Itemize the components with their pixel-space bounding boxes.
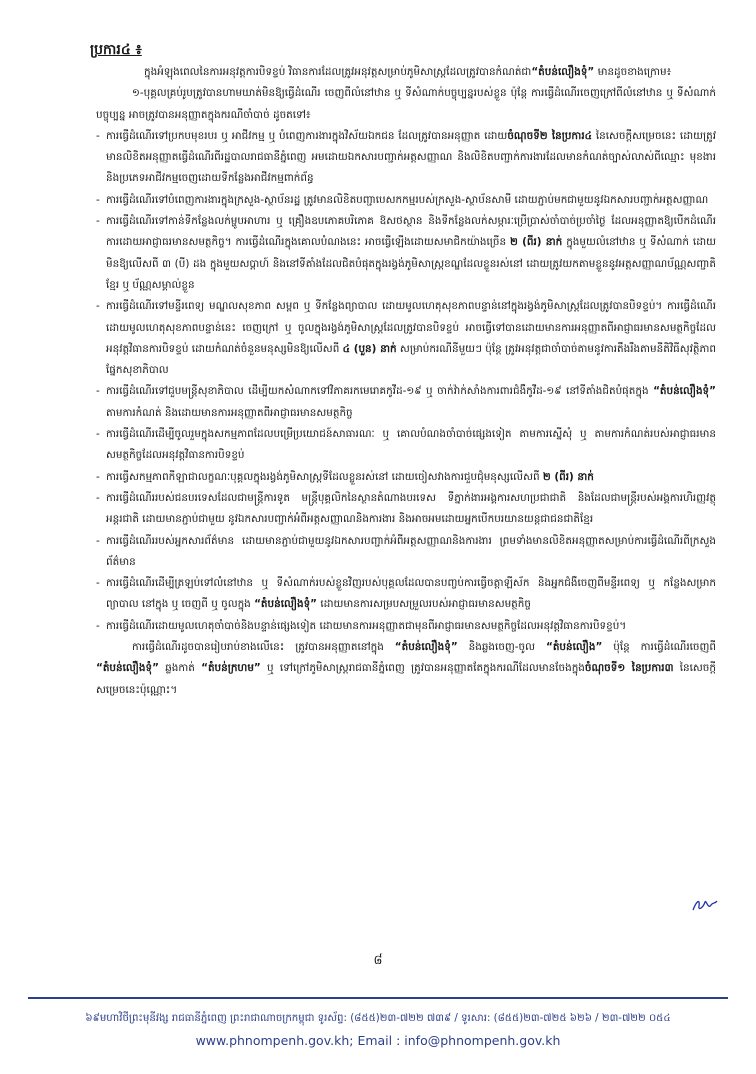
intro-zone: “តំបន់លឿងទុំ” [531,66,595,78]
intro-end: មានដូចខាងក្រោម៖ [594,66,672,78]
intro-text: ក្នុងអំឡុងពេលនៃការអនុវត្តការបិទខ្ទប់ វិធានការដែលត្រូវអនុវត្តសម្រាប់ភូមិសាស្ត្រដែលត្រូវបានកំណត់ជា [144,66,532,78]
bullet-item: - ការធ្វើដំណើរទៅបំពេញការងារក្នុងក្រសួង-ស្ថាប័នរដ្ឋ ត្រូវមានលិខិតបញ្ជាបេសកកម្មរបស់ក្រសួង-ស្ថាប័នសាមី ដោយភ្ជាប់មកជាមួយនូវឯកសារបញ្ជាក់អត្តសញ្ញាណ [96,193,709,206]
bullet-item: - ការធ្វើដំណើររបស់អ្នកសារព័ត៌មាន ដោយមានភ្ជាប់ជាមួយនូវឯកសារបញ្ជាក់អំពីអត្តសញ្ញាណនិងការងារ ព្រមទាំងមានលិខិតអនុញ្ញាតសម្រាប់ការធ្វើដំណើរពីក្រសួងព័ត៌មាន [96,534,716,568]
intro-paragraph [96,62,716,83]
footer-contact: www.phnompenh.gov.kh; Email : info@phnompenh.gov.kh [195,1033,561,1048]
footer-divider [28,997,728,999]
article-heading: ប្រការ៤ ៖ [90,42,142,58]
bullet-item: - ការធ្វើដំណើរទៅមន្ទីរពេទ្យ មណ្ឌលសុខភាព សម្ពព ឬ ទីកន្លែងព្យាបាល ដោយមូលហេតុសុខភាពបន្ទាន់នៅក្នុងរង្វង់ភូមិសាស្ត្រដែលត្រូវបានបិទខ្ទប់។ ការធ្វើដំណើរដោយមូលហេតុសុខភាពបន្ទាន់នេះ ចេញក្រៅ ឬ ចូលក្នុងរង្វង់ភូមិសាស្ត្រដែលត្រូវបានបិទខ្ទប់ អាចធ្វើទៅបានដោយមានការអនុញ្ញាតពីអាជ្ញាធរមានសមត្ថកិច្ចដែលអនុវត្តវិធានការបិទខ្ទប់ ដោយកំណត់ចំនួនមនុស្សមិនឱ្យលើសពី ៤ (បួន) នាក់ សម្រាប់ករណីនីមួយៗ ប៉ុន្តែ ត្រូវអនុវត្តជាចាំបាច់តាមនូវការតឹងរឹងតាមនីតិវិធីសុវត្ថិភាពផ្នែកសុខាភិបាល [96,300,716,377]
bullet-item: - ការធ្វើដំណើរទៅកាន់ទីកន្លែងលក់ម្ហូបអាហារ ឬ គ្រឿងឧបភោគបរិភោគ ឱសថស្ថាន និងទីកន្លែងលក់សម្ភារៈប្រើប្រាស់ចាំបាច់ប្រចាំថ្ងៃ ដែលអនុញ្ញាតឱ្យបើកដំណើរការដោយអាជ្ញាធរមានសមត្ថកិច្ច។ ការធ្វើដំណើរក្នុងគោលបំណងនេះ អាចធ្វើឡើងដោយសមាជិកយ៉ាងច្រើន ២ (ពីរ) នាក់ ក្នុងមួយលំនៅឋាន ឬ ទីសំណាក់ ដោយមិនឱ្យលើសពី ៣ (បី) ដង ក្នុងមួយសប្តាហ៍ និងនៅទីតាំងដែលជិតបំផុតក្នុងរង្វង់ភូមិសាស្ត្រខណ្ឌដែលខ្លួនរស់នៅ ដោយត្រូវយកតាមខ្លួននូវអត្តសញ្ញាណប័ណ្ណសញ្ជាតិខ្មែរ ឬ ប័ណ្ណសម្គាល់ខ្លួន [96,215,716,291]
bullet-item: - ការធ្វើដំណើរដោយមូលហេតុចាំបាច់និងបន្ទាន់ផ្សេងទៀត ដោយមានការអនុញ្ញាតជាមុនពីអាជ្ញាធរមានសមត្ថកិច្ចដែលអនុវត្តវិធានការបិទខ្ទប់។ [96,619,627,632]
bullet-item: - ការធ្វើដំណើរដើម្បីត្រឡប់ទៅលំនៅឋាន ឬ ទីសំណាក់របស់ខ្លួនវិញរបស់បុគ្គលដែលបានបញ្ចប់ការធ្វើចត្តាឡីស័ក និងអ្នកជំងឺចេញពីមន្ទីរពេទ្យ ឬ កន្លែងសម្រាកព្យាបាល នៅក្នុង ឬ ចេញពី ឬ ចូលក្នុង “តំបន់លឿងទុំ” ដោយមានការសម្របសម្រួលរបស់អាជ្ញាធរមានសមត្ថកិច្ច [96,577,716,611]
bullet-item: - ការធ្វើដំណើរទៅជួបមន្ត្រីសុខាភិបាល ដើម្បីយកសំណាកទៅវិភាគរកមេរោគកូវីដ-១៩ ឬ ចាក់វ៉ាក់សាំងការពារជំងឺកូវីដ-១៩ នៅទីតាំងជិតបំផុតក្នុង “តំបន់លឿងទុំ” តាមការកំណត់ និងដោយមានការអនុញ្ញាតពីអាជ្ញាធរមានសមត្ថកិច្ច [96,385,716,419]
page-number: ៨ [373,953,383,968]
bullet-item: - ការធ្វើដំណើរដើម្បីចូលរួមក្នុងសកម្មភាពដែលបម្រើប្រយោជន៍សាធារណៈ ឬ គោលបំណងចាំបាច់ផ្សេងទៀត តាមការស្នើសុំ ឬ តាមការកំណត់របស់អាជ្ញាធរមានសមត្ថកិច្ចដែលអនុវត្តវិធានការបិទខ្ទប់ [96,428,716,462]
initial-signature-mark [691,896,719,914]
closing-paragraph: ការធ្វើដំណើរដូចបានរៀបរាប់ខាងលើនេះ ត្រូវបានអនុញ្ញាតនៅក្នុង “តំបន់លឿងទុំ” និងឆ្លងចេញ-ចូល “តំបន់លឿង” ប៉ុន្តែ ការធ្វើដំណើរចេញពី “តំបន់លឿងទុំ” ឆ្លងកាត់ “តំបន់ក្រហម” ឬ ទៅក្រៅភូមិសាស្ត្ររាជធានីភ្នំពេញ ត្រូវបានអនុញ្ញាតតែក្នុងករណីដែលមានចែងក្នុងចំណុចទី១ នៃប្រការ៣ នៃសេចក្តីសម្រេចនេះប៉ុណ្ណោះ។ [96,641,717,696]
footer-address: ៦៩មហាវិថីព្រះមុនីវង្ស រាជធានីភ្នំពេញ ព្រះរាជាណាចក្រកម្ពុជា ទូរស័ព្ទ: (៨៥៥)២៣-៧២២ ៧៣៩ / ទូរសារ: (៨៥៥)២៣-៧២៥ ៦២៦ / ២៣-៧២២ ០៥៤ [85,1013,671,1024]
document-body [96,62,716,701]
point-1-paragraph: ១-បុគ្គលគ្រប់រូបត្រូវបានហាមឃាត់មិនឱ្យធ្វើដំណើរ ចេញពីលំនៅឋាន ឬ ទីសំណាក់បច្ចុប្បន្នរបស់ខ្លួន ប៉ុន្តែ ការធ្វើដំណើរចេញក្រៅពីលំនៅឋាន ឬ ទីសំណាក់បច្ចុប្បន្ន អាចត្រូវបានអនុញ្ញាតក្នុងករណីចាំបាច់ ដូចតទៅ៖ [96,87,716,121]
bullet-item: - ការធ្វើសកម្មភាពកីឡាជាលក្ខណៈបុគ្គលក្នុងរង្វង់ភូមិសាស្ត្រទីដែលខ្លួនរស់នៅ ដោយចៀសវាងការជួបជុំមនុស្សលើសពី ២ (ពីរ) នាក់ [96,470,594,483]
bullet-item: - ការធ្វើដំណើររបស់ជនបរទេសដែលជាមន្ត្រីការទូត មន្ត្រីបុគ្គលិកនៃស្ថានតំណាងបរទេស ទីភ្នាក់ងារអង្គការសហប្រជាជាតិ និងដែលជាមន្ត្រីរបស់អង្គការហិរញ្ញវត្ថុអន្តរជាតិ ដោយមានភ្ជាប់ជាមួយ នូវឯកសារបញ្ជាក់អំពីអត្តសញ្ញាណនិងការងារ និងអាចអមដោយអ្នកបើកបរយានយន្តជាជនជាតិខ្មែរ [96,491,716,526]
bullet-item: - ការធ្វើដំណើរទៅប្រកបមុខរបរ ឬ អាជីវកម្ម ឬ បំពេញការងារក្នុងវិស័យឯកជន ដែលត្រូវបានអនុញ្ញាត ដោយចំណុចទី២ នៃប្រការ៤ នៃសេចក្តីសម្រេចនេះ ដោយត្រូវមានលិខិតអនុញ្ញាតធ្វើដំណើរពីរដ្ឋបាលរាជធានីភ្នំពេញ អមដោយឯកសារបញ្ជាក់អត្តសញ្ញាណ និងលិខិតបញ្ជាក់ការងារដែលមានកំណត់ច្បាស់លាស់ពីឈ្មោះ មុខងារ និងប្រភេទអាជីវកម្មចេញដោយទីកន្លែងអាជីវកម្មពាក់ព័ន្ធ [96,129,716,185]
